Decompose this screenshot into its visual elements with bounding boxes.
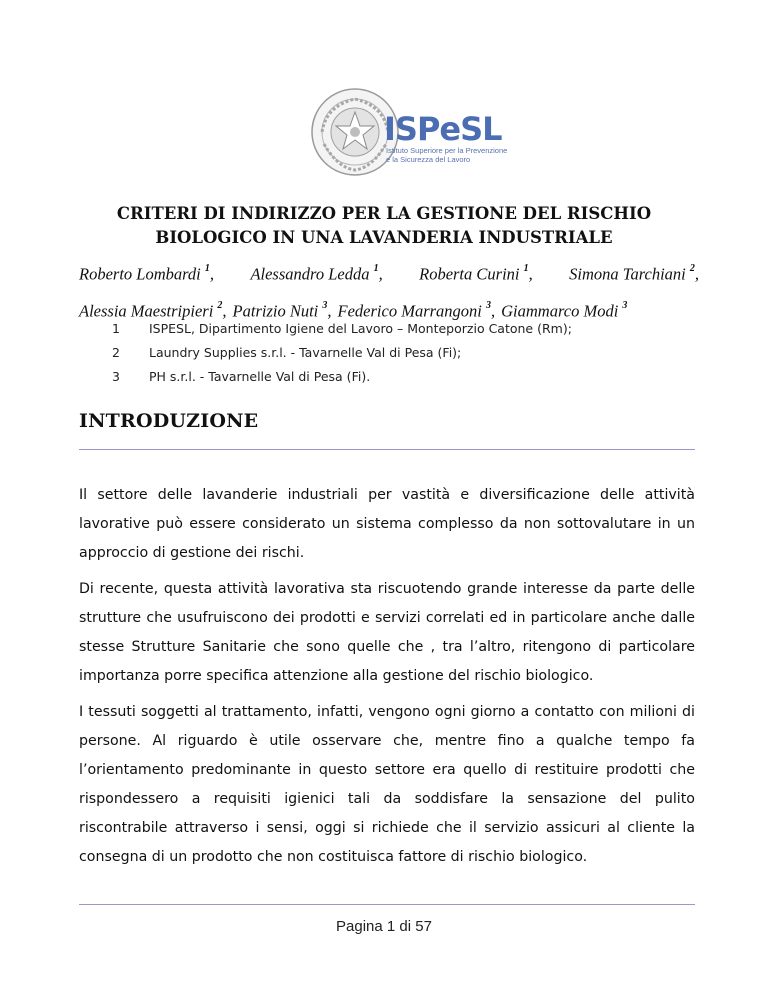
heading-divider [79,449,695,450]
title-line-2: BIOLOGICO IN UNA LAVANDERIA INDUSTRIALE [155,228,613,247]
ispesl-logo [302,86,508,178]
affiliation-number: 1 [112,321,120,336]
paragraph: Il settore delle lavanderie industriali per vastità e diversificazione delle attività lavorative può essere considerato un sistema complesso da non sottovalutare in un approccio di gestione dei rischi. [79,487,695,561]
affiliation-list [112,317,572,389]
paragraph: Di recente, questa attività lavorativa sta riscuotendo grande interesse da parte delle strutture che usufruiscono dei prodotti e servizi correlati ed in particolare anche dalle stesse Strutture Sanitarie che sono quelle che , tra l’altro, ritengono di particolare importanza porre specifica attenzione alla gestione del rischio biologico. [79,581,695,684]
affiliation-text: Laundry Supplies s.r.l. - Tavarnelle Val di Pesa (Fi); [149,345,462,360]
affiliation-text: ISPESL, Dipartimento Igiene del Lavoro – Monteporzio Catone (Rm); [149,321,572,336]
author: Alessia Maestripieri $^2$, [79,299,227,320]
section-heading: INTRODUZIONE [79,410,259,432]
author: Simona Tarchiani $^2$, [569,263,699,284]
affiliation-item [112,341,572,365]
affiliation-number: 2 [112,345,120,360]
logo-subtitle-line1: Istituto Superiore per la Prevenzione [386,146,508,155]
author-line-1 [79,254,699,291]
body-text [79,481,695,879]
footer-divider [79,904,695,905]
author: Patrizio Nuti $^3$, [232,299,332,320]
document-title [100,202,668,250]
title-line-1: CRITERI DI INDIRIZZO PER LA GESTIONE DEL RISCHIO [116,204,652,223]
author: Roberta Curini $^1$, [419,263,533,284]
affiliation-item [112,317,572,341]
affiliation-item [112,365,572,389]
affiliation-number: 3 [112,369,120,384]
author: Roberto Lombardi $^1$, [79,263,215,284]
author: Federico Marrangoni $^3$, [337,299,496,320]
logo-wordmark: ISPeSL [384,110,502,148]
author: Alessandro Ledda $^1$, [250,263,383,284]
author: Giammarco Modi $^3$ [501,299,628,320]
affiliation-text: PH s.r.l. - Tavarnelle Val di Pesa (Fi). [149,369,371,384]
page-number: Pagina 1 di 57 [336,918,432,935]
paragraph: I tessuti soggetti al trattamento, infatti, vengono ogni giorno a contatto con milioni di persone. Al riguardo è utile osservare che, mentre fino a qualche tempo fa l’orientamento predominante in questo settore era quello di restituire prodotti che rispondessero a requisiti igienici tali da soddisfare la sensazione del pulito riscontrabile attraverso i sensi, oggi si richiede che il servizio assicuri al cliente la consegna di un prodotto che non costituisca fattore di rischio biologico. [79,704,695,865]
logo-subtitle-line2: e la Sicurezza del Lavoro [386,155,471,164]
